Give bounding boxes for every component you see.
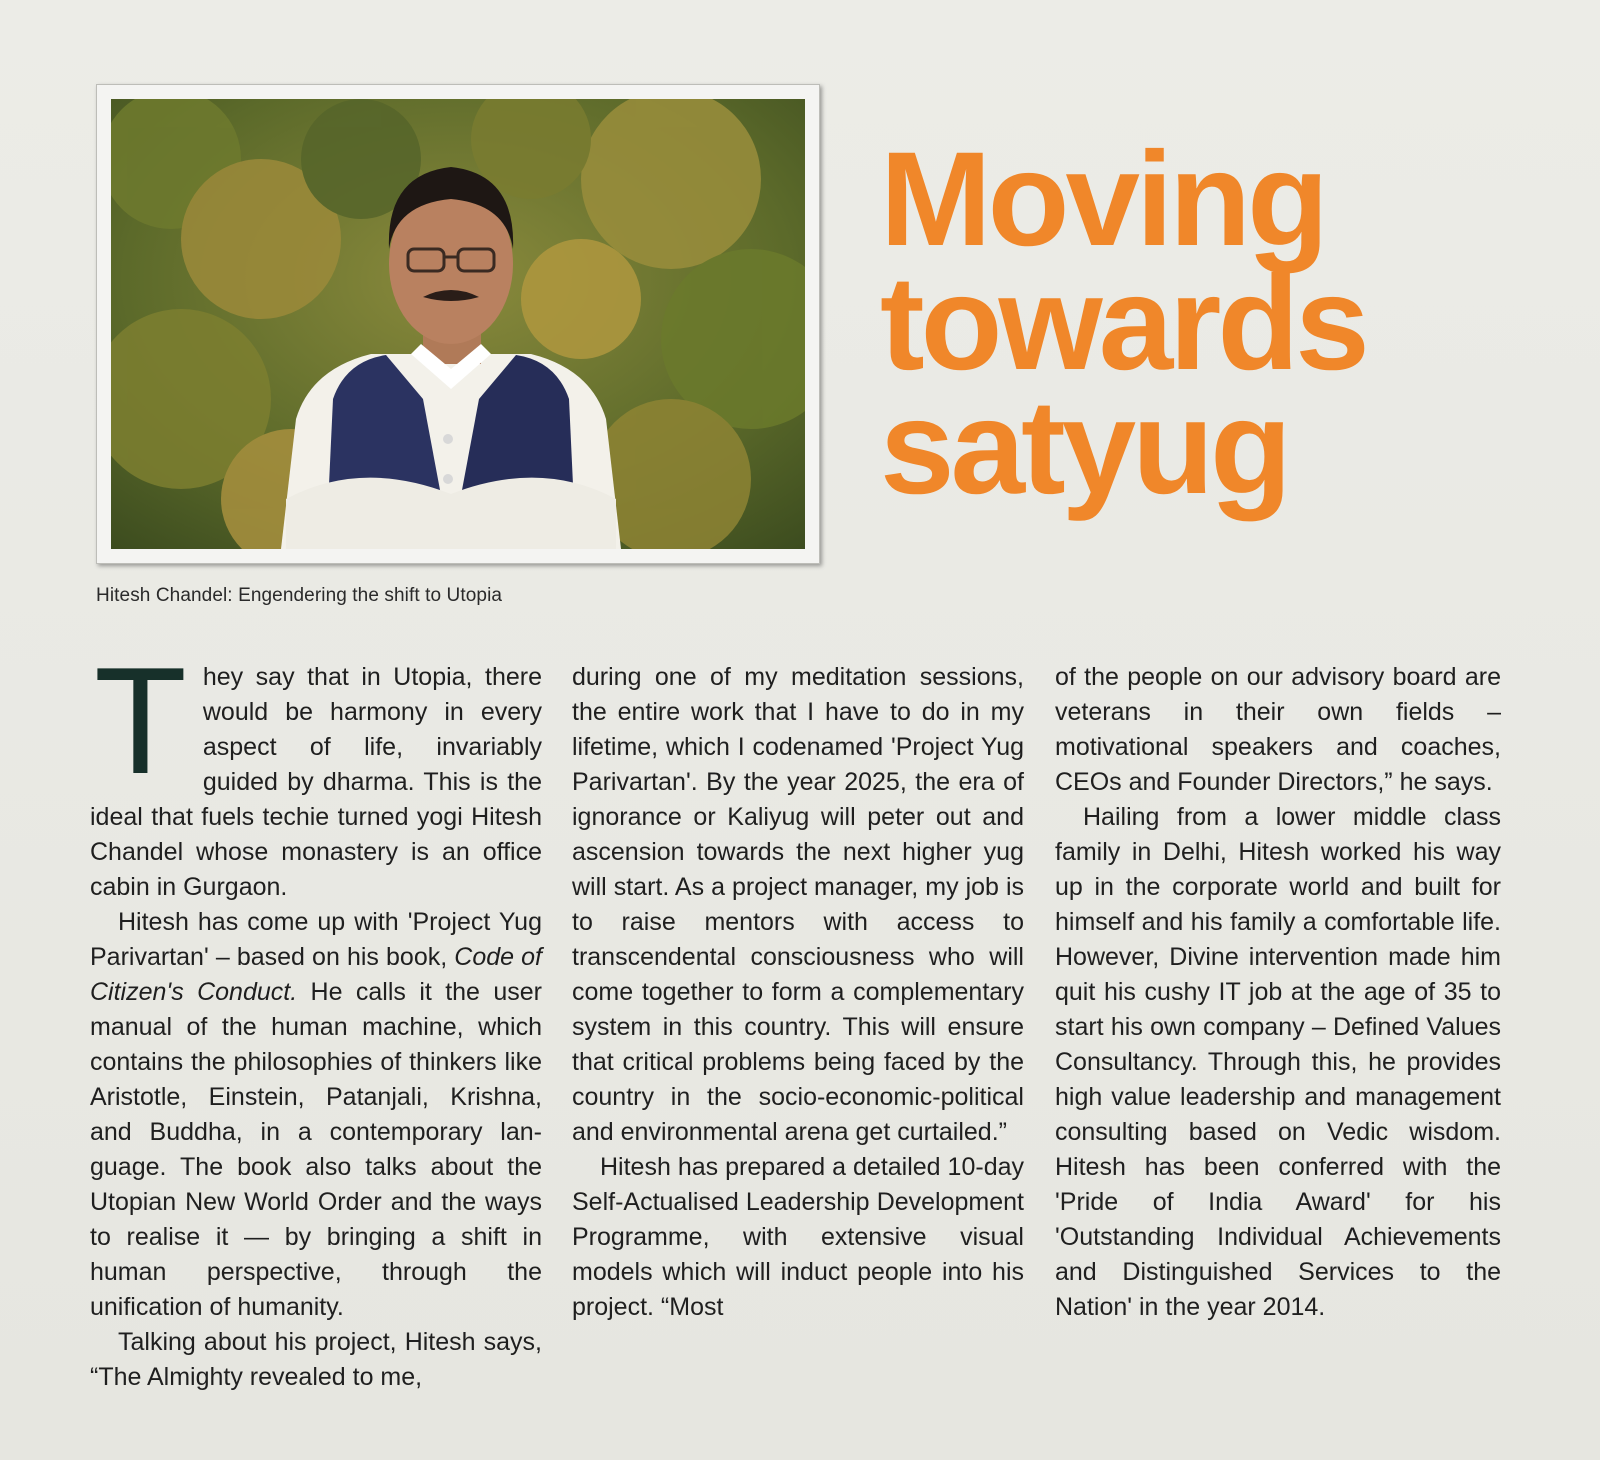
- headline-line-3: satyug: [880, 373, 1288, 522]
- article-paragraph: during one of my meditation sessions, the entire work that I have to do in my lifetime, which I codenamed 'Project Yug Parivartan'. By the year 2025, the era of ignorance or Kaliyug will peter out and ascension towards the next higher yug will start. As a project manager, my job is to raise mentors with access to transcendental consciousness who will come together to form a complementary system in this country. This will ensure that critical problems being faced by the country in the socio-economic-political and environmental arena get curtailed.”: [572, 663, 1024, 1146]
- article-column-1: [90, 636, 542, 1395]
- drop-cap: T: [94, 636, 187, 806]
- article-paragraph: Hailing from a lower middle class family in Delhi, Hitesh worked his way up in the corporate world and built for himself and his family a comfortable life. However, Divine intervention made him quit his cushy IT job at the age of 35 to start his own company – Defined Values Consultancy. Through this, he provides high value leadership and management consulting based on Vedic wisdom. Hitesh has been conferred with the 'Pride of India Award' for his 'Outstanding Individual Achievements and Distinguished Services to the Nation' in the year 2014.: [1055, 803, 1501, 1321]
- article-paragraph: of the people on our advisory board are veterans in their own fields – motivational speakers and coaches, CEOs and Founder Directors,” he says.: [1055, 663, 1501, 796]
- headline-line-1: Moving: [880, 125, 1325, 274]
- paragraph-text: Hitesh has come up with 'Project Yug Parivartan' – based on his book,: [90, 908, 542, 971]
- article-paragraph: Talking about his project, Hitesh says, “The Almighty revealed to me,: [90, 1328, 542, 1391]
- article-column-2: [572, 660, 1024, 1325]
- book-title: Code of Citizen's Conduct.: [90, 943, 542, 1006]
- paragraph-text: He calls it the user manual of the human machine, which contains the philosophies of thinkers like Aristotle, Einstein, Patanjali, Krishna, and Buddha, in a contemporary language. The book also talks about the Utopian New World Order and the ways to realise it — by bringing a shift in human perspective, through the unification of humanity.: [90, 978, 542, 1321]
- paragraph-text: hey say that in Utopia, there would be harmony in every aspect of life, invariably guided by dharma. This is the ideal that fuels techie turned yogi Hitesh Chandel whose monastery is an office cabin in Gurgaon.: [90, 663, 542, 901]
- article-paragraph: [90, 905, 542, 1325]
- headline-line-2: towards: [880, 249, 1366, 398]
- photo-frame: [96, 84, 820, 564]
- photo-caption: Hitesh Chandel: Engendering the shift to Utopia: [96, 585, 503, 606]
- portrait-photo: [111, 99, 805, 549]
- headline: [880, 125, 1500, 522]
- article-paragraph: [90, 636, 542, 905]
- article-column-3: [1055, 660, 1501, 1325]
- article-paragraph: Hitesh has prepared a detailed 10-day Self-Actualised Leadership Development Programme, with extensive visual models which will induct people into his project. “Most: [572, 1153, 1024, 1321]
